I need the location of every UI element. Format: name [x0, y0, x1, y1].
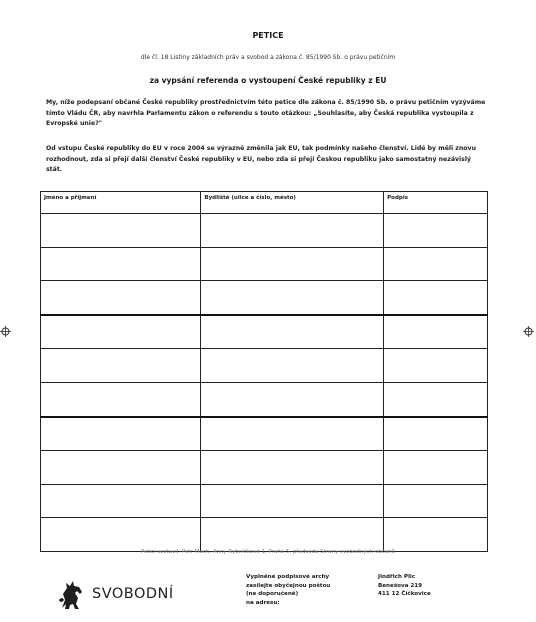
residence-cell[interactable] — [201, 315, 384, 349]
signature-cell[interactable] — [384, 247, 488, 281]
residence-cell[interactable] — [201, 518, 384, 552]
name-cell[interactable] — [41, 451, 201, 485]
address-street: Benešova 219 — [378, 582, 423, 589]
signature-cell[interactable] — [384, 281, 488, 315]
mail-instructions-line: na adresu: — [246, 599, 280, 606]
residence-cell[interactable] — [201, 214, 384, 248]
name-cell[interactable] — [41, 382, 201, 416]
table-row — [41, 484, 488, 518]
signature-cell[interactable] — [384, 451, 488, 485]
mail-instructions-line: zasílejte obyčejnou poštou — [246, 582, 331, 589]
signature-cell[interactable] — [384, 349, 488, 383]
mail-instructions-line: (ne doporučeně) — [246, 591, 299, 597]
table-row — [41, 451, 488, 485]
name-cell[interactable] — [41, 484, 201, 518]
crosshair-icon — [0, 326, 11, 337]
address-city: 411 12 Číčkovice — [378, 591, 431, 597]
table-row — [41, 417, 488, 451]
signature-cell[interactable] — [384, 484, 488, 518]
name-cell[interactable] — [41, 349, 201, 383]
signature-cell[interactable] — [384, 214, 488, 248]
column-header-residence: Bydliště (ulice a číslo, město) — [201, 192, 384, 214]
mail-instructions — [246, 573, 356, 607]
signature-table — [40, 191, 488, 552]
residence-cell[interactable] — [201, 451, 384, 485]
petition-paragraph-1: My, níže podepsaní občané České republiky prostřednictvím této petice dle zákona č. 85/1990 Sb. o právu petičním vyzýváme tímto Vládu ČR, aby navrhla Parlamentu zákon o referendu s touto otázkou: „Souhlasíte, aby Česká republika vystoupila z Evropské unie?" — [46, 99, 486, 127]
name-cell[interactable] — [41, 417, 201, 451]
crosshair-icon — [523, 326, 534, 337]
logo-text: SVOBODNÍ — [92, 586, 174, 602]
residence-cell[interactable] — [201, 417, 384, 451]
table-row — [41, 247, 488, 281]
signature-cell[interactable] — [384, 417, 488, 451]
signature-cell[interactable] — [384, 518, 488, 552]
mail-instructions-line: Vyplněné podpisové archy — [246, 574, 330, 580]
mailing-address — [378, 573, 488, 599]
petition-subtitle: dle čl. 18 Listiny základních práv a svobod a zákona č. 85/1990 Sb. o právu petičním — [140, 54, 396, 61]
residence-cell[interactable] — [201, 349, 384, 383]
name-cell[interactable] — [41, 214, 201, 248]
name-cell[interactable] — [41, 281, 201, 315]
petition-title: PETICE — [252, 31, 284, 40]
residence-cell[interactable] — [201, 247, 384, 281]
residence-cell[interactable] — [201, 281, 384, 315]
signature-table-header — [41, 192, 488, 214]
name-cell[interactable] — [41, 518, 201, 552]
residence-cell[interactable] — [201, 484, 384, 518]
horse-icon — [56, 578, 88, 612]
name-cell[interactable] — [41, 247, 201, 281]
petition-paragraph-2: Od vstupu České republiky do EU v roce 2004 se výrazně změnila jak EU, tak podmínky našeho členství. Lidé by měli znovu rozhodnout, zda si přejí další členství České republiky v EU, nebo zda si přejí Českou republiku jako samostatný nezávislý stát. — [46, 145, 476, 173]
address-name: Jindřich Plic — [378, 574, 416, 580]
petition-heading: za vypsání referenda o vystoupení České republiky z EU — [149, 76, 387, 85]
signature-cell[interactable] — [384, 315, 488, 349]
table-row — [41, 382, 488, 416]
table-row — [41, 315, 488, 349]
column-header-name: Jméno a příjmení — [41, 192, 201, 214]
footer-note: Petici sestavil: Petr Mach, Anny Rybníčkové 1, Praha 5, předseda Strany svobodných občanů — [140, 549, 396, 555]
table-row — [41, 214, 488, 248]
signature-cell[interactable] — [384, 382, 488, 416]
residence-cell[interactable] — [201, 382, 384, 416]
table-row — [41, 349, 488, 383]
table-row — [41, 518, 488, 552]
column-header-signature: Podpis — [384, 192, 488, 214]
table-row — [41, 281, 488, 315]
name-cell[interactable] — [41, 315, 201, 349]
